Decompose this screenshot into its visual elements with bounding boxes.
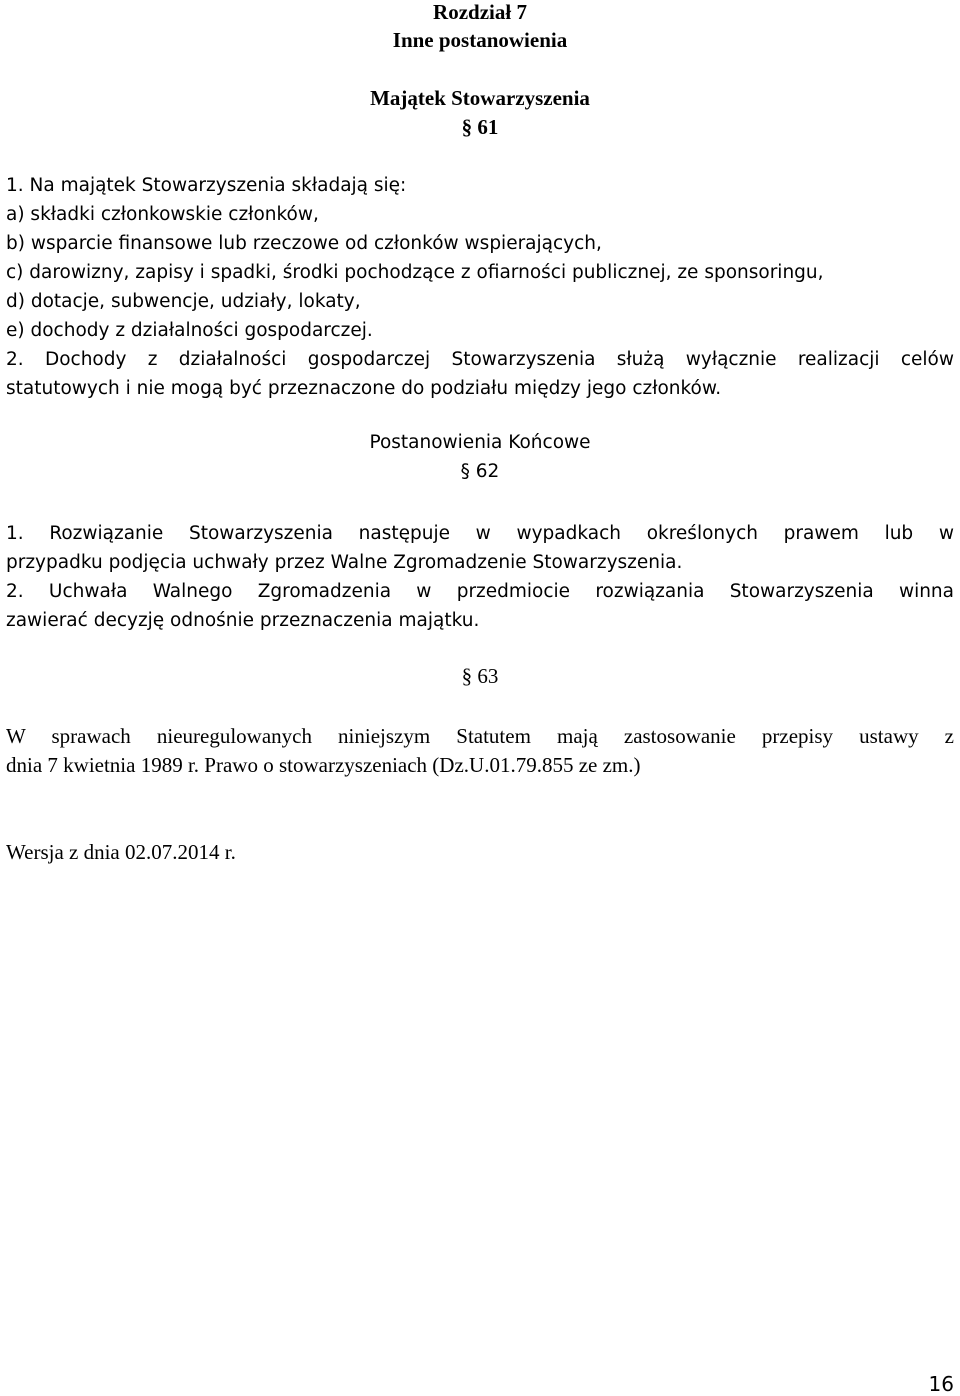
section-62-line: zawierać decyzję odnośnie przeznaczenia majątku.: [6, 610, 480, 631]
section-61-line: a) składki członkowskie członków,: [6, 204, 319, 225]
section-63-line: dnia 7 kwietnia 1989 r. Prawo o stowarzyszeniach (Dz.U.01.79.855 ze zm.): [6, 753, 641, 777]
section-61-line: b) wsparcie finansowe lub rzeczowe od członków wspierających,: [6, 233, 602, 254]
section-62-number: § 62: [460, 461, 500, 482]
section-62-heading: Postanowienia Końcowe: [369, 432, 591, 453]
section-61-line: 2. Dochody z działalności gospodarczej Stowarzyszenia służą wyłącznie realizacji celów: [6, 349, 954, 370]
section-61-line: statutowych i nie mogą być przeznaczone do podziału między jego członków.: [6, 378, 722, 399]
chapter-title: Rozdział 7: [433, 0, 527, 24]
section-61-line: 1. Na majątek Stowarzyszenia składają się:: [6, 175, 407, 196]
section-61-heading: Majątek Stowarzyszenia: [370, 86, 590, 110]
section-61-number: § 61: [461, 115, 499, 139]
page-number: 16: [928, 1372, 954, 1396]
chapter-subtitle: Inne postanowienia: [392, 28, 568, 52]
section-63-line: W sprawach nieuregulowanych niniejszym Statutem mają zastosowanie przepisy ustawy z: [6, 724, 954, 748]
section-61-line: d) dotacje, subwencje, udziały, lokaty,: [6, 291, 361, 312]
section-61-line: c) darowizny, zapisy i spadki, środki pochodzące z ofiarności publicznej, ze sponsoringu,: [6, 262, 824, 283]
section-62-line: 1. Rozwiązanie Stowarzyszenia następuje w wypadkach określonych prawem lub w: [6, 523, 954, 544]
section-63-number: § 63: [461, 664, 499, 688]
version-note: Wersja z dnia 02.07.2014 r.: [6, 840, 236, 864]
section-62-line: 2. Uchwała Walnego Zgromadzenia w przedmiocie rozwiązania Stowarzyszenia winna: [6, 581, 954, 602]
section-61-line: e) dochody z działalności gospodarczej.: [6, 320, 373, 341]
section-62-line: przypadku podjęcia uchwały przez Walne Zgromadzenie Stowarzyszenia.: [6, 552, 683, 573]
